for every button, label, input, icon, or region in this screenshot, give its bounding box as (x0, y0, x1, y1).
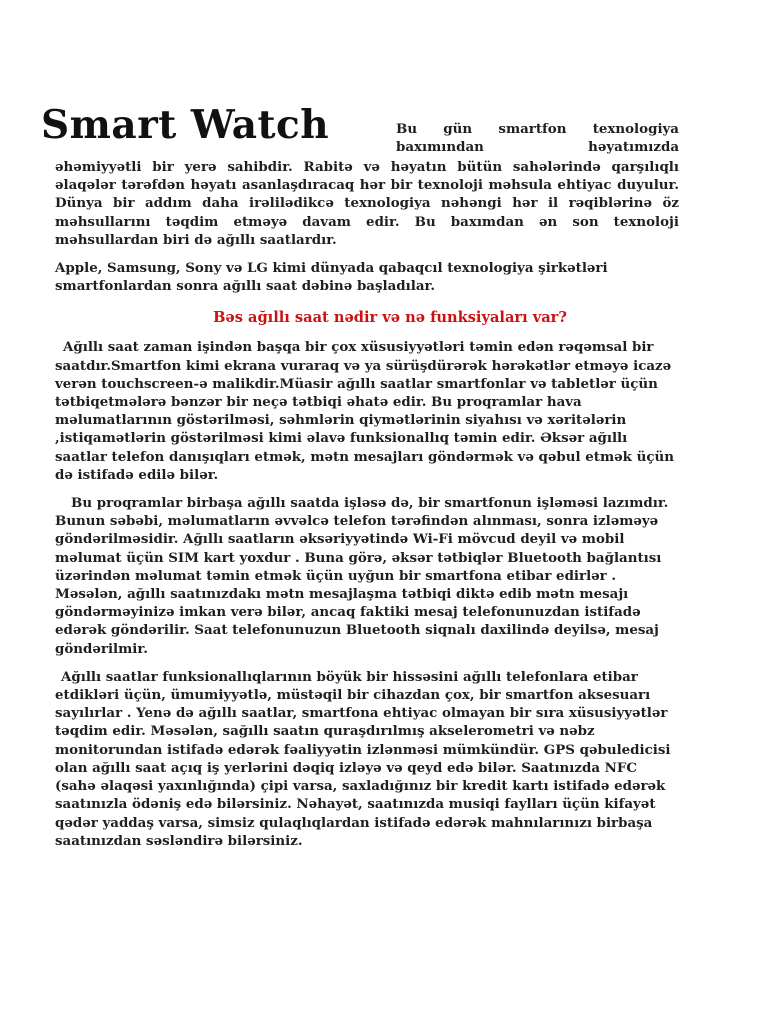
paragraph-3-text: Ağıllı saatlar funksionallıqlarının böyük bir hissəsini ağıllı telefonlara etibar etdikləri üçün, ümumiyyətlə, müstəqil bir cihazdan çox, bir smartfon aksesuarı sayılırlar . Yenə də ağıllı saatlar, smartfona ehtiyac olmayan bir sıra xüsusiyyətlər təqdim edir. Məsələn, sağıllı saatın quraşdırılmış akselerometri və nəbz monitorundan istifadə edərək fəaliyyətin izlənməsi mümkündür. GPS qəbuledicisi olan ağıllı saat açıq iş yerlərini dəqiq izləyə və qeyd edə bilər. Saatınızda NFC (sahə əlaqəsi yaxınlığında) çipi varsa, saxladığınız bir kredit kartı istifadə edərək saatınızla ödəniş edə bilərsiniz. Nəhayət, saatınızda musiqi faylları üçün kifayət qədər yaddaş varsa, simsiz qulaqlıqlardan istifadə edərək mahnılarınızı birbaşa saatınızdan səsləndirə bilərsiniz. (55, 668, 671, 849)
paragraph-1 (55, 338, 679, 484)
intro-side-text: Bu gün smartfon texnologiya baxımından həyatımızda (396, 121, 679, 155)
document-page (41, 100, 679, 850)
paragraph-2 (55, 494, 679, 658)
title-row (41, 100, 679, 158)
document-title: Smart Watch (41, 102, 330, 148)
paragraph-2-text: Bu proqramlar birbaşa ağıllı saatda işləsə də, bir smartfonun işləməsi lazımdır. Bunun səbəbi, məlumatların əvvəlcə telefon tərəfindən alınması, sonra izləməyə göndərilməsidir. Ağıllı saatların əksəriyyətində Wi-Fi mövcud deyil və mobil məlumat üçün SIM kart yoxdur . Buna görə, əksər tətbiqlər Bluetooth bağlantısı üzərindən məlumat təmin etmək üçün uyğun bir smartfona etibar edirlər . Məsələn, ağıllı saatınızdakı mətn mesajlaşma tətbiqi diktə edib mətn mesajı göndərməyinizə imkan verə bilər, ancaq faktiki mesaj telefonunuzdan istifadə edərək göndərilir. Saat telefonunuzun Bluetooth siqnalı daxilində deyilsə, mesaj göndərilmir. (55, 495, 669, 657)
intro-paragraph: əhəmiyyətli bir yerə sahibdir. Rabitə və həyatın bütün sahələrində qarşılıqlı əlaqələr tərəfdən həyatı asanlaşdıracaq hər bir texnoloji məhsula ehtiyac duyulur. Dünya bir addım daha irəlilədikcə texnologiya nəhəngi hər il rəqiblərinə öz məhsullarını təqdim etməyə davam edir. Bu baxımdan ən son texnoloji məhsullardan biri də ağıllı saatlardır. (55, 159, 679, 248)
paragraph-3 (55, 668, 679, 850)
paragraph-1-text: Ağıllı saat zaman işindən başqa bir çox xüsusiyyətləri təmin edən rəqəmsal bir saatdır.Smartfon kimi ekrana vuraraq və ya sürüşdürərək hərəkətlər etməyə icazə verən touchscreen-ə malikdir.Müasir ağıllı saatlar smartfonlar və tabletlər üçün tətbiqetmələrə bənzər bir neçə tətbiqi əhatə edir. Bu proqramlar hava məlumatlarının göstərilməsi, səhmlərin qiymətlərinin siyahısı və xəritələrin ,istiqamətlərin göstərilməsi kimi əlavə funksionallıq təmin edir. Əksər ağıllı saatlar telefon danışıqları etmək, mətn mesajları göndərmək və qəbul etmək üçün də istifadə edilə bilər. (55, 339, 674, 483)
section-question-heading: Bəs ağıllı saat nədir və nə funksiyaları var? (213, 309, 567, 327)
companies-paragraph: Apple, Samsung, Sony və LG kimi dünyada qabaqcıl texnologiya şirkətləri smartfonlardan sonra ağıllı saat dəbinə başladılar. (55, 260, 608, 295)
